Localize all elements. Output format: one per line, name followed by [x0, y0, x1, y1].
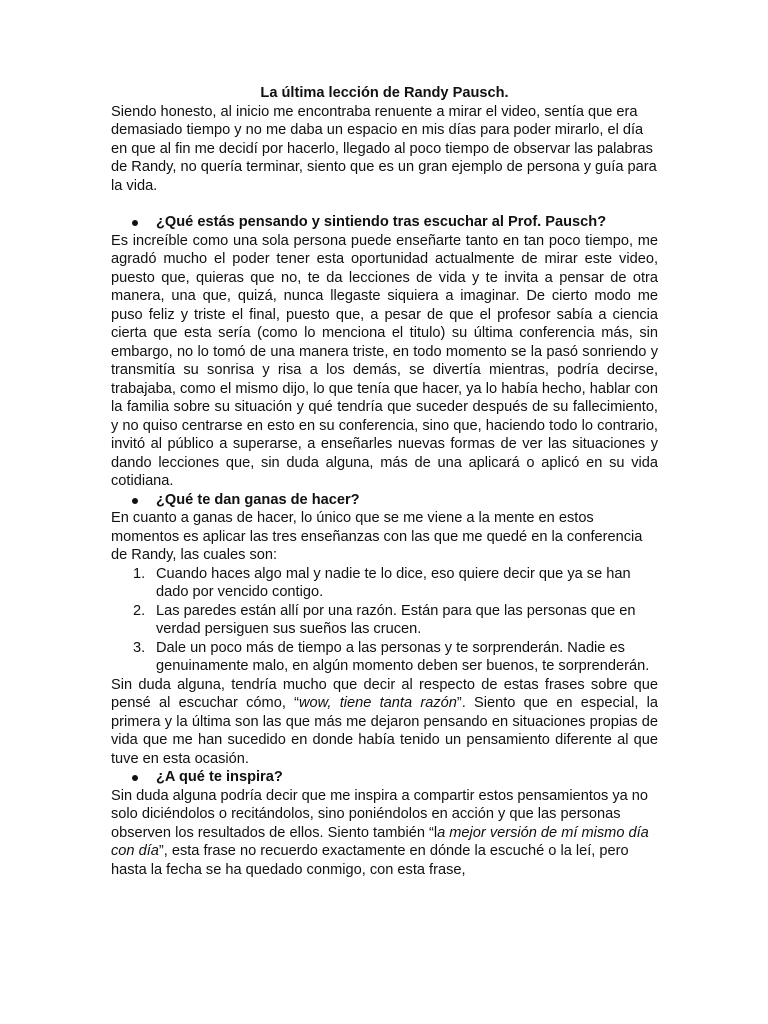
- section2-outro: [111, 676, 658, 769]
- list-item: [111, 602, 658, 639]
- list-item-text: Cuando haces algo mal y nadie te lo dice, eso quiere decir que ya se han dado por vencido contigo.: [156, 565, 631, 600]
- section2-intro: En cuanto a ganas de hacer, lo único que se me viene a la mente en estos momentos es aplicar las tres enseñanzas con las que me quedé en la conferencia de Randy, las cuales son:: [111, 510, 643, 563]
- section3-heading-text: ¿A qué te inspira?: [156, 769, 283, 785]
- intro-paragraph: Siendo honesto, al inicio me encontraba renuente a mirar el video, sentía que era demasiado tiempo y no me daba un espacio en mis días para poder mirarlo, el día en que al fin me decidí por hacerlo, llegado al poco tiempo de observar las palabras de Randy, no quería terminar, siento que es un gran ejemplo de persona y guía para la vida.: [111, 103, 657, 194]
- list-item-text: Dale un poco más de tiempo a las personas y te sorprenderán. Nadie es genuinamente malo, en algún momento deben ser buenos, te sorprenderán.: [156, 639, 650, 674]
- section2-heading-text: ¿Qué te dan ganas de hacer?: [156, 491, 360, 508]
- section2-outro-after: ”. Siento que en especial, la primera y la última son las que más me dejaron pensando en situaciones propias de vida que me han sucedido en donde había tenido un pensamiento diferente al que tuve en esta ocasión.: [111, 695, 659, 767]
- list-item-number: 3.: [133, 639, 146, 656]
- list-item-text: Las paredes están allí por una razón. Están para que las personas que en verdad persiguen sus sueños las crucen.: [156, 602, 636, 637]
- bullet-icon: [132, 498, 138, 504]
- document-content: [111, 84, 658, 879]
- section1-heading-text: ¿Qué estás pensando y sintiendo tras escuchar al Prof. Pausch?: [156, 214, 607, 230]
- section1-heading: [111, 213, 658, 232]
- section3-body-after: ”, esta frase no recuerdo exactamente en dónde la escuché o la leí, pero hasta la fecha se ha quedado conmigo, con esta frase,: [111, 843, 629, 878]
- section2-outro-quote: wow, tiene tanta razón: [299, 695, 457, 711]
- section3-body-before: Sin duda alguna podría decir que me inspira a compartir estos pensamientos ya no solo diciéndolos o recitándolos, sino poniéndolos en acción y que las personas observen los resultados de ellos. Siento también “l: [111, 787, 649, 841]
- list-item-number: 2.: [133, 602, 146, 619]
- section2-outro-before: Sin duda alguna, tendría mucho que decir al respecto de estas frases sobre que pensé al escuchar cómo, “: [111, 676, 658, 711]
- section3-body: [111, 787, 658, 880]
- list-item: [111, 639, 658, 676]
- section3-heading: [111, 768, 658, 787]
- list-item: [111, 565, 658, 602]
- section1-body: Es increíble como una sola persona puede enseñarte tanto en tan poco tiempo, me agradó mucho el poder tener esta oportunidad actualmente de mirar este video, puesto que, quieras que no, te da lecciones de vida y te invita a pensar de otra manera, una que, quizá, nunca llegaste siquiera a imaginar. De cierto modo me puso feliz y triste el final, puesto que, a pesar de que el profesor sabía a ciencia cierta que esta sería (como lo menciona el titulo) su última conferencia más, sin embargo, no lo tomó de una manera triste, en todo momento se la pasó sonriendo y transmitía su sonrisa y risa a los demás, se divertía mientras, podría decirse, trabajaba, como el mismo dijo, lo que tenía que hacer, ya lo había hecho, hablar con la familia sobre su situación y qué tendría que suceder después de su fallecimiento, y no quiso centrarse en esto en su conferencia, sino que, haciendo todo lo contrario, invitó al público a superarse, a enseñarles nuevas formas de ver las situaciones y dando lecciones que, sin duda alguna, más de una aplicará o aplicó en su vida cotidiana.: [111, 232, 658, 489]
- document-title: La última lección de Randy Pausch.: [260, 85, 509, 101]
- section2-heading: [111, 491, 658, 510]
- bullet-icon: [132, 775, 138, 781]
- bullet-icon: [132, 220, 138, 226]
- list-item-number: 1.: [133, 565, 146, 582]
- section3-quote: a mejor versión de mí mismo día con día: [111, 824, 649, 859]
